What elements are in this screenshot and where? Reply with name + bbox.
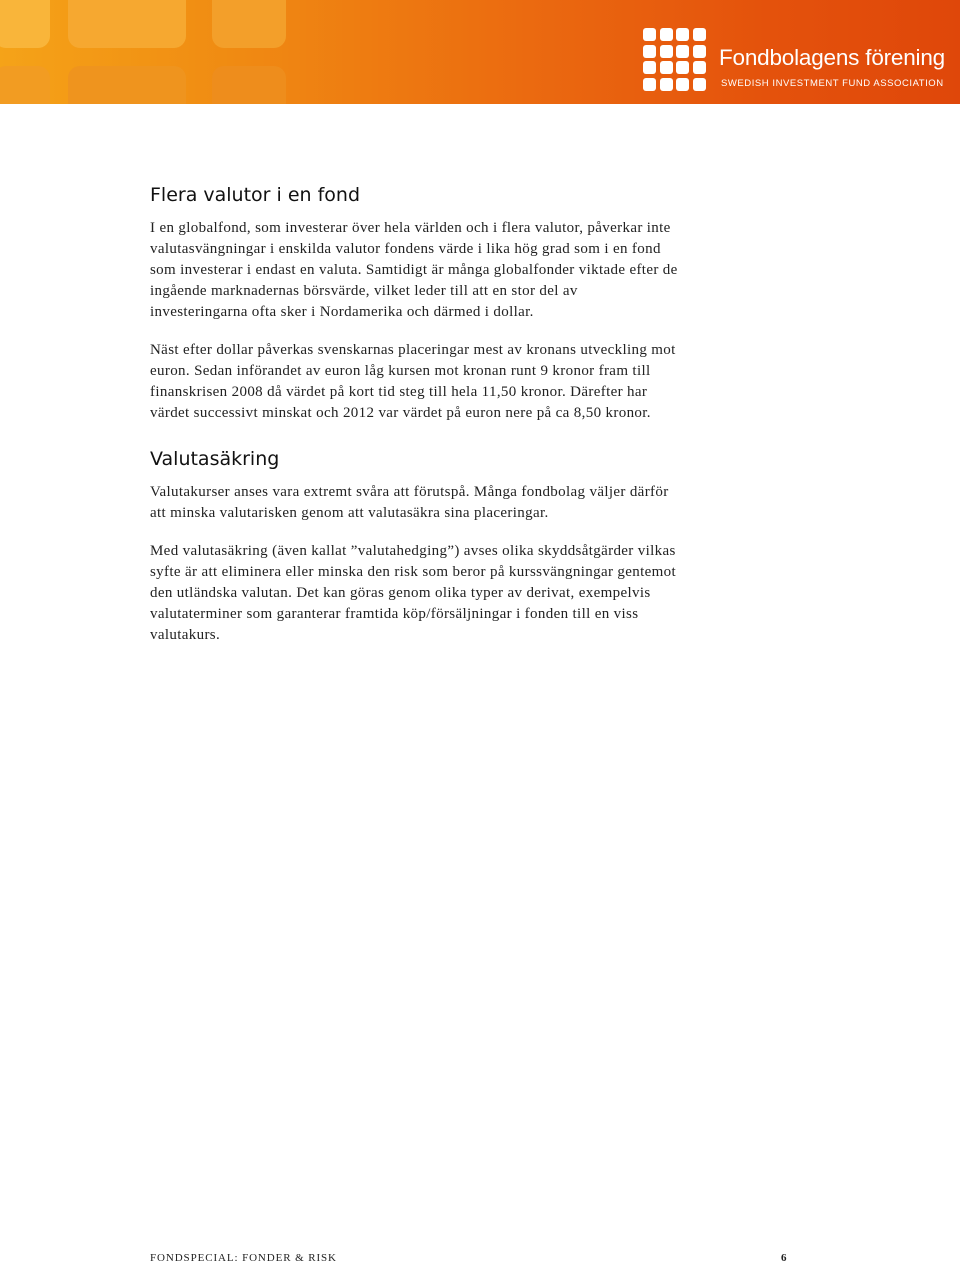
text-line: finanskrisen 2008 då värdet på kort tid steg till hela 11,50 kronor. Därefter har [150, 384, 648, 400]
text-line: valutaterminer som garanterar framtida köp/försäljningar i fonden till en viss [150, 606, 639, 622]
decorative-tile [212, 0, 286, 48]
footer-page-number: 6 [781, 1252, 787, 1264]
text-line: värdet successivt minskat och 2012 var värdet på euron nere på ca 8,50 kronor. [150, 405, 651, 421]
logo-subtitle: SWEDISH INVESTMENT FUND ASSOCIATION [721, 78, 944, 89]
decorative-tile [68, 66, 186, 104]
logo-square [643, 28, 656, 41]
text-line: ingående marknadernas börsvärde, vilket leder till att en stor del av [150, 283, 578, 299]
text-line: valutasvängningar i enskilda valutor fondens värde i lika hög grad som i en fond [150, 241, 661, 257]
text-line: den utländska valutan. Det kan göras genom olika typer av derivat, exempelvis [150, 585, 651, 601]
text-line: som investerar i endast en valuta. Samtidigt är många globalfonder viktade efter de [150, 262, 678, 278]
text-line: investeringarna ofta sker i Nordamerika och därmed i dollar. [150, 304, 534, 320]
footer-publication-title: FONDSPECIAL: FONDER & RISK [150, 1252, 337, 1264]
logo-square [643, 78, 656, 91]
section-heading: Valutasäkring [150, 448, 280, 470]
body-paragraph [150, 340, 770, 424]
logo-grid-icon [643, 28, 706, 91]
logo-square [676, 61, 689, 74]
logo-square [676, 28, 689, 41]
logo-square [693, 61, 706, 74]
text-line: I en globalfond, som investerar över hela världen och i flera valutor, påverkar inte [150, 220, 671, 236]
logo-square [676, 45, 689, 58]
text-line: valutakurs. [150, 627, 221, 643]
document-body [150, 182, 770, 663]
decorative-tile [0, 0, 50, 48]
logo-square [693, 45, 706, 58]
section-flera-valutor [150, 182, 770, 424]
logo-square [660, 78, 673, 91]
logo-square [693, 78, 706, 91]
body-paragraph [150, 218, 770, 323]
decorative-tile [212, 66, 286, 104]
body-paragraph [150, 541, 770, 646]
text-line: euron. Sedan införandet av euron låg kursen mot kronan runt 9 kronor fram till [150, 363, 651, 379]
logo-title: Fondbolagens förening [719, 45, 945, 70]
section-heading: Flera valutor i en fond [150, 184, 361, 206]
logo-square [660, 45, 673, 58]
decorative-tile [0, 66, 50, 104]
text-line: att minska valutarisken genom att valutasäkra sina placeringar. [150, 505, 549, 521]
text-line: Med valutasäkring (även kallat ”valutahedging”) avses olika skyddsåtgärder vilkas [150, 543, 676, 559]
body-paragraph [150, 482, 770, 524]
logo-square [643, 45, 656, 58]
text-line: syfte är att eliminera eller minska den risk som beror på kurssvängningar gentemot [150, 564, 677, 580]
logo-square [693, 28, 706, 41]
logo-square [676, 78, 689, 91]
decorative-tile [68, 0, 186, 48]
section-valutasakring [150, 446, 770, 646]
text-line: Valutakurser anses vara extremt svåra att förutspå. Många fondbolag väljer därför [150, 484, 669, 500]
logo-square [643, 61, 656, 74]
header-banner [0, 0, 960, 104]
text-line: Näst efter dollar påverkas svenskarnas placeringar mest av kronans utveckling mot [150, 342, 676, 358]
logo-square [660, 61, 673, 74]
logo-square [660, 28, 673, 41]
